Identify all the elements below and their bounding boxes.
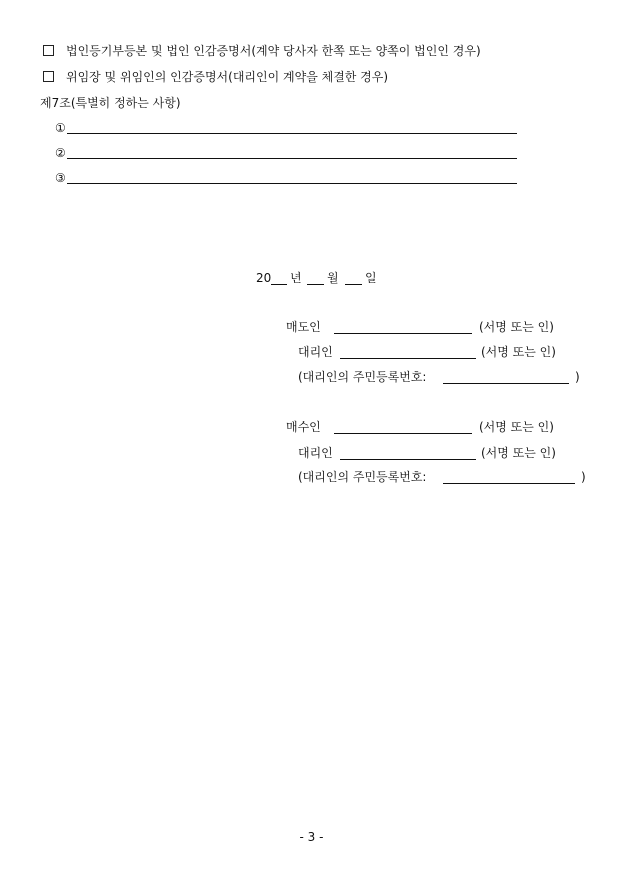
seller-agent-label: 대리인	[298, 345, 333, 359]
buyer-sign-note: (서명 또는 인)	[479, 420, 554, 434]
date-month-blank[interactable]	[307, 284, 324, 285]
article7-item-number: ②	[55, 146, 66, 160]
checklist-label: 위임장 및 위임인의 인감증명서(대리인이 계약을 체결한 경우)	[66, 70, 389, 84]
seller-agent-id-line[interactable]	[443, 383, 569, 384]
date-day-blank[interactable]	[345, 284, 362, 285]
article7-title: 제7조(특별히 정하는 사항)	[40, 96, 181, 110]
seller-sign-note: (서명 또는 인)	[479, 320, 554, 334]
buyer-sign-line[interactable]	[334, 433, 472, 434]
seller-label: 매도인	[286, 320, 321, 334]
checkbox[interactable]	[43, 71, 54, 82]
buyer-label: 매수인	[286, 420, 321, 434]
date-year-unit: 년	[290, 271, 302, 285]
article7-item-number: ①	[55, 121, 66, 135]
seller-sign-line[interactable]	[334, 333, 472, 334]
buyer-agent-id-close: )	[581, 470, 586, 484]
buyer-agent-sign-note: (서명 또는 인)	[481, 446, 556, 460]
seller-agent-sign-line[interactable]	[340, 358, 476, 359]
checkbox[interactable]	[43, 45, 54, 56]
date-year-prefix: 20	[256, 271, 272, 285]
seller-agent-id-label: (대리인의 주민등록번호:	[298, 370, 427, 384]
article7-item-line[interactable]	[67, 133, 517, 134]
checklist-label: 법인등기부등본 및 법인 인감증명서(계약 당사자 한쪽 또는 양쪽이 법인인 경우)	[66, 44, 481, 58]
buyer-agent-sign-line[interactable]	[340, 459, 476, 460]
checklist-item-corporate	[43, 44, 481, 58]
article7-item-line[interactable]	[67, 183, 517, 184]
article7-item-number: ③	[55, 171, 66, 185]
seller-agent-sign-note: (서명 또는 인)	[481, 345, 556, 359]
buyer-agent-id-line[interactable]	[443, 483, 575, 484]
article7-item-line[interactable]	[67, 158, 517, 159]
buyer-agent-id-label: (대리인의 주민등록번호:	[298, 470, 427, 484]
page-number: - 3 -	[299, 830, 324, 844]
date-month-unit: 월	[327, 271, 339, 285]
checklist-item-proxy	[43, 70, 388, 84]
buyer-agent-label: 대리인	[298, 446, 333, 460]
date-year-blank[interactable]	[271, 284, 287, 285]
date-day-unit: 일	[365, 271, 377, 285]
seller-agent-id-close: )	[575, 370, 580, 384]
